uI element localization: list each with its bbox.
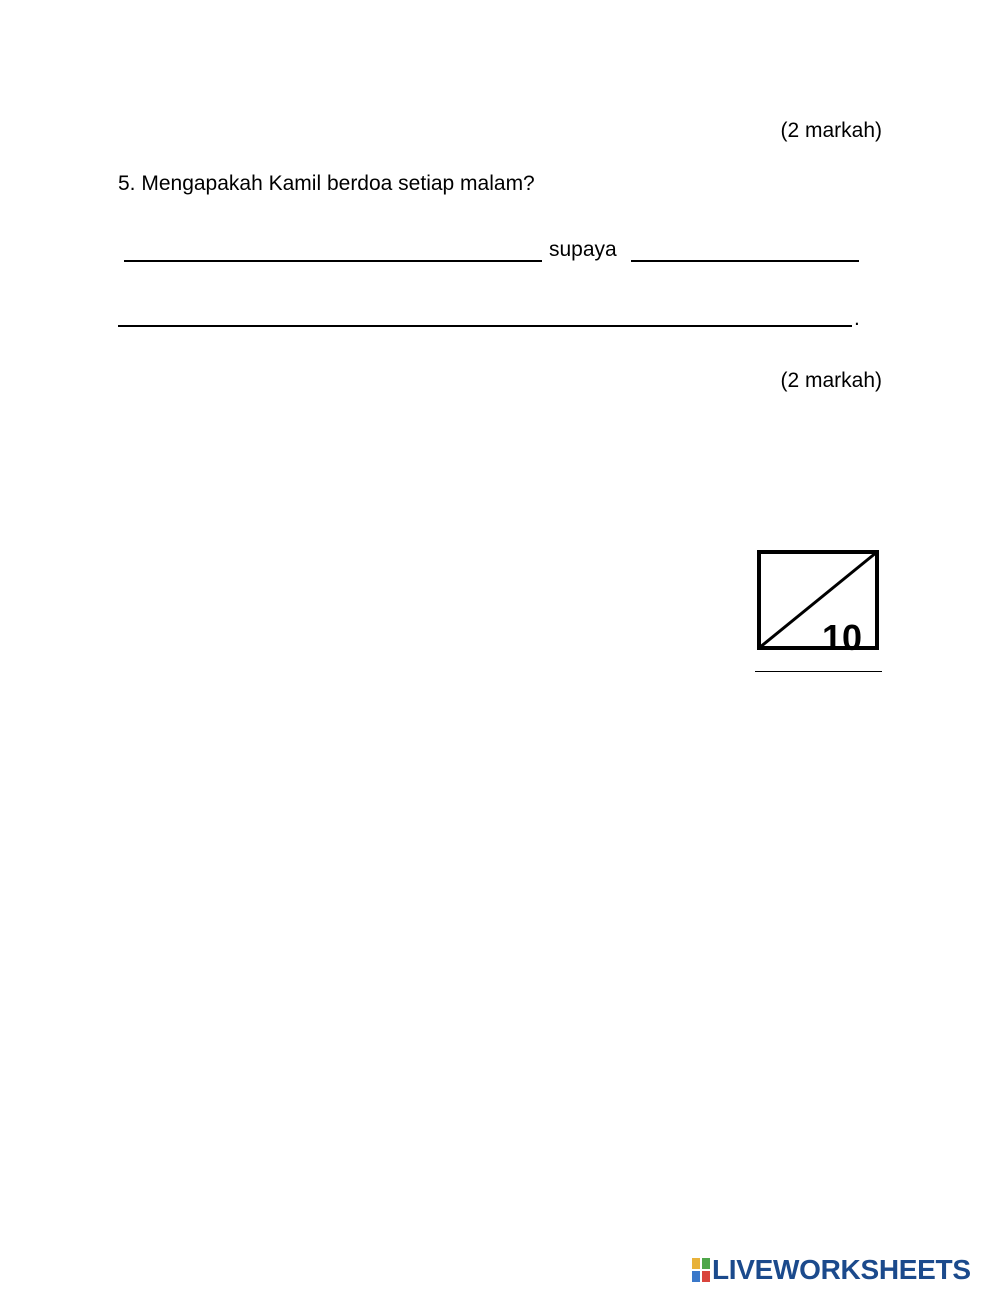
- liveworksheets-logo: [692, 1254, 971, 1286]
- score-underline: [755, 671, 882, 672]
- answer-blank-2[interactable]: [631, 260, 859, 262]
- marks-label-previous: (2 markah): [780, 119, 882, 142]
- marks-label-question-5: (2 markah): [780, 369, 882, 392]
- question-5: 5. Mengapakah Kamil berdoa setiap malam?: [118, 172, 535, 195]
- logo-blocks-icon: [692, 1258, 710, 1282]
- answer-connector-word: supaya: [549, 238, 617, 261]
- score-total: 10: [822, 617, 863, 658]
- answer-blank-3[interactable]: [118, 325, 852, 327]
- logo-text: LIVEWORKSHEETS: [712, 1254, 971, 1285]
- answer-blank-1[interactable]: [124, 260, 542, 262]
- answer-end-period: .: [854, 307, 860, 330]
